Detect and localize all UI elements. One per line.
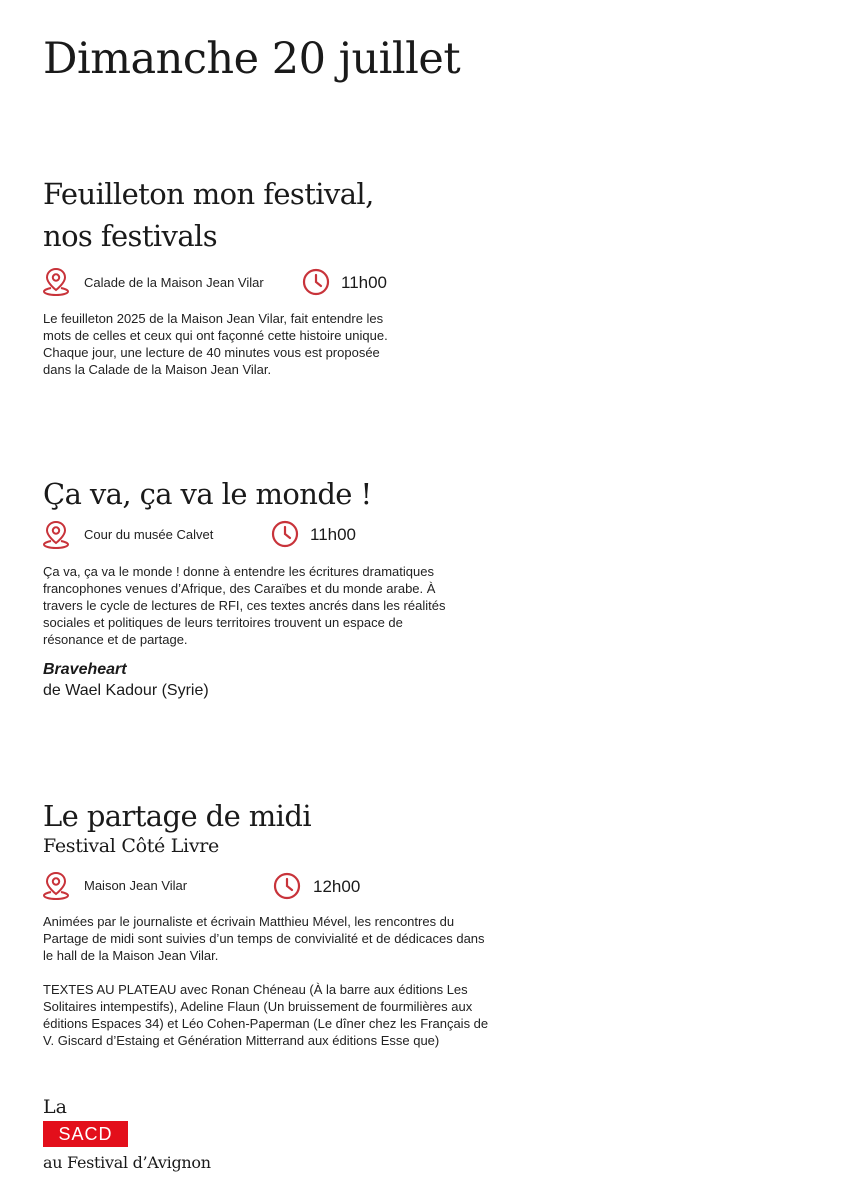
description-line: sociales et politiques de leurs territoires trouvent un espace de <box>43 615 403 630</box>
description-line: dans la Calade de la Maison Jean Vilar. <box>43 362 272 377</box>
event-title-line2: nos festivals <box>43 219 217 253</box>
page-title: Dimanche 20 juillet <box>43 34 461 84</box>
event-time: 11h00 <box>310 525 357 544</box>
texts-line <box>43 981 488 998</box>
description-line: mots de celles et ceux qui ont façonné cette histoire unique. <box>43 328 388 343</box>
event-description <box>43 913 485 964</box>
event-ca-va <box>43 473 372 515</box>
texts-line: éditions Espaces 34) et Léo Cohen-Paperman (Le dîner chez les Français de <box>43 1016 489 1031</box>
description-line: Chaque jour, une lecture de 40 minutes vous est proposée <box>43 345 380 360</box>
event-description <box>43 563 445 648</box>
description-line: travers le cycle de lectures de RFI, ces textes ancrés dans les réalités <box>43 598 446 613</box>
description-line: le hall de la Maison Jean Vilar. <box>43 948 219 963</box>
clock-icon <box>302 267 330 297</box>
event-partage-de-midi <box>43 795 311 837</box>
description-line: Partage de midi sont suivies d’un temps de convivialité et de dédicaces dans <box>43 931 485 946</box>
event-time: 11h00 <box>341 273 388 292</box>
event-location: Cour du musée Calvet <box>84 527 214 542</box>
logo-la: La <box>43 1096 67 1118</box>
logo-tagline: au Festival d’Avignon <box>43 1153 211 1172</box>
description-line: Ça va, ça va le monde ! donne à entendre les écritures dramatiques <box>43 564 434 579</box>
location-pin-icon <box>42 870 70 900</box>
texts-au-plateau <box>43 981 488 1049</box>
texts-label: TEXTES AU PLATEAU <box>43 982 177 997</box>
event-title: Le partage de midi <box>43 799 311 833</box>
work-title: Braveheart <box>43 661 127 678</box>
texts-line-text: avec Ronan Chéneau (À la barre aux éditions Les <box>176 982 468 997</box>
location-pin-icon <box>42 519 70 549</box>
event-title: Feuilleton mon festival, <box>43 177 374 211</box>
event-title: Ça va, ça va le monde ! <box>43 477 372 511</box>
sacd-logo: SACD <box>43 1121 128 1147</box>
description-line: résonance et de partage. <box>43 632 188 647</box>
clock-icon <box>273 871 301 901</box>
event-time: 12h00 <box>313 877 361 896</box>
description-line: francophones venues d’Afrique, des Caraïbes et du monde arabe. À <box>43 581 436 596</box>
event-feuilleton <box>43 173 374 257</box>
texts-line: Solitaires intempestifs), Adeline Flaun (Un bruissement de fourmilières aux <box>43 999 473 1014</box>
location-pin-icon <box>42 266 70 296</box>
event-subtitle: Festival Côté Livre <box>43 835 219 857</box>
description-line: Le feuilleton 2025 de la Maison Jean Vilar, fait entendre les <box>43 311 384 326</box>
texts-line: V. Giscard d’Estaing et Génération Mitterrand aux éditions Esse que) <box>43 1033 440 1048</box>
event-location: Maison Jean Vilar <box>84 878 188 893</box>
work-author: de Wael Kadour (Syrie) <box>43 682 209 699</box>
event-location: Calade de la Maison Jean Vilar <box>84 275 264 290</box>
clock-icon <box>271 519 299 549</box>
description-line: Animées par le journaliste et écrivain Matthieu Mével, les rencontres du <box>43 914 455 929</box>
event-description <box>43 310 388 378</box>
